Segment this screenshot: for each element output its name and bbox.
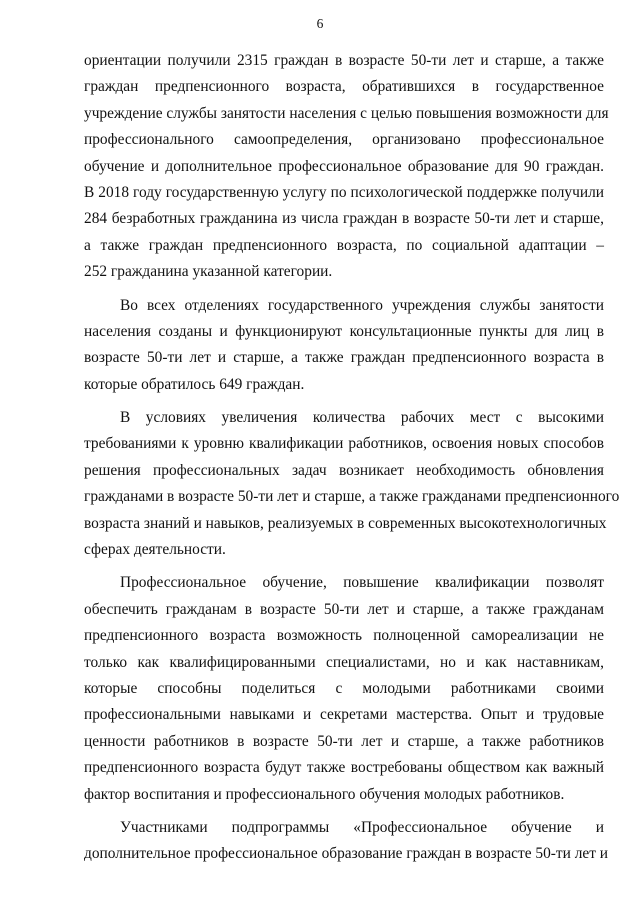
paragraph [84, 405, 620, 563]
text-line: сферах деятельности. [84, 541, 226, 559]
text-line: В 2018 году государственную услугу по психологической поддержке получили [84, 183, 604, 201]
page-number: 6 [316, 16, 324, 31]
text-line: которые обратилось 649 граждан. [84, 375, 305, 393]
text-line: ценности работников в возрасте 50-ти лет и старше, а также работников [84, 732, 604, 750]
text-line: предпенсионного возраста будут также востребованы обществом как важный [84, 759, 604, 777]
paragraph [84, 570, 604, 808]
text-line: профессиональными навыками и секретами мастерства. Опыт и трудовые [84, 706, 604, 724]
text-line: профессионального самоопределения, организовано профессиональное [84, 131, 604, 149]
text-line: гражданами в возрасте 50-ти лет и старше, а также гражданами предпенсионного [84, 488, 620, 506]
text-line: предпенсионного возраста возможность полноценной самореализации не [84, 627, 604, 645]
text-line: возраста знаний и навыков, реализуемых в современных высокотехнологичных [84, 514, 607, 532]
text-line: Участниками подпрограммы «Профессиональное обучение и [120, 818, 604, 836]
text-line: населения созданы и функционируют консультационные пункты для лиц в [84, 322, 604, 340]
text-line: дополнительное профессиональное образование граждан в возрасте 50-ти лет и [84, 845, 609, 863]
text-line: которые способны поделиться с молодыми работниками своими [84, 679, 604, 697]
text-line: требованиями к уровню квалификации работников, освоения новых способов [84, 435, 604, 453]
paragraph [84, 48, 609, 286]
text-line: учреждение службы занятости населения с целью повышения возможности для [84, 104, 609, 122]
text-line: обеспечить гражданам в возрасте 50-ти лет и старше, а также гражданам [84, 600, 604, 618]
text-line: В условиях увеличения количества рабочих мест с высокими [120, 409, 604, 427]
document-body [84, 48, 620, 868]
text-line: только как квалифицированными специалистами, но и как наставникам, [84, 653, 604, 671]
text-line: 252 гражданина указанной категории. [84, 263, 333, 281]
text-line: граждан предпенсионного возраста, обратившихся в государственное [84, 78, 604, 96]
text-line: фактор воспитания и профессионального обучения молодых работников. [84, 785, 565, 803]
text-line: 284 безработных гражданина из числа граждан в возрасте 50-ти лет и старше, [84, 210, 604, 228]
text-line: Во всех отделениях государственного учреждения службы занятости [120, 296, 604, 314]
text-line: решения профессиональных задач возникает необходимость обновления [84, 461, 604, 479]
text-line: Профессиональное обучение, повышение квалификации позволят [120, 574, 604, 592]
text-line: ориентации получили 2315 граждан в возрасте 50-ти лет и старше, а также [84, 52, 604, 69]
text-line: а также граждан предпенсионного возраста, по социальной адаптации – [84, 236, 604, 254]
text-line: возрасте 50-ти лет и старше, а также граждан предпенсионного возраста в [84, 349, 604, 367]
paragraph [84, 293, 604, 399]
paragraph [84, 815, 609, 868]
text-line: обучение и дополнительное профессиональное образование для 90 граждан. [84, 157, 604, 175]
